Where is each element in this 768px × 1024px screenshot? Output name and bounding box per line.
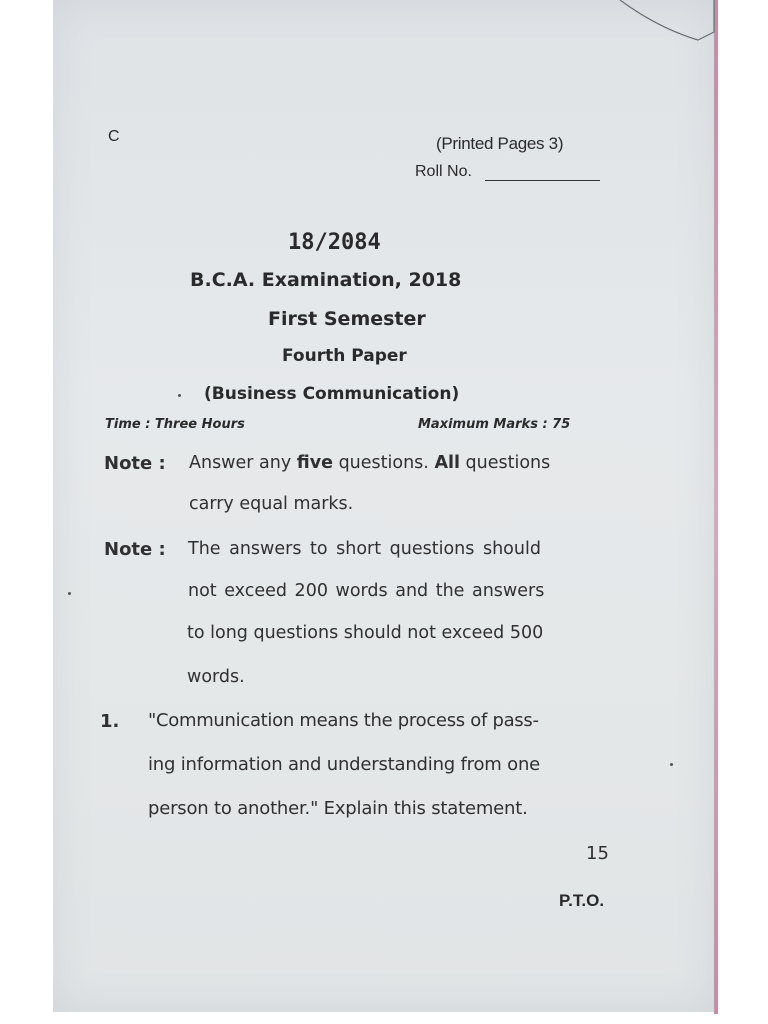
question-1-line-3: person to another." Explain this statement. xyxy=(148,798,528,819)
maximum-marks: Maximum Marks : 75 xyxy=(418,417,571,432)
question-1-line-2: ing information and understanding from one xyxy=(148,754,541,775)
time-allowed: Time : Three Hours xyxy=(105,417,245,432)
note-2-line-2: not exceed 200 words and the answers xyxy=(188,581,545,601)
question-1-marks: 15 xyxy=(586,843,609,864)
roll-no-line xyxy=(485,180,600,181)
paper-edge xyxy=(714,0,718,1014)
note-2-line-4: words. xyxy=(187,667,245,687)
note-1-text: questions xyxy=(459,453,551,473)
note-label: Note : xyxy=(104,539,166,560)
question-number: 1. xyxy=(100,711,120,732)
note-1-emphasis: All xyxy=(434,453,460,473)
printed-pages: (Printed Pages 3) xyxy=(436,134,564,153)
roll-no-label: Roll No. xyxy=(415,163,472,180)
exam-paper xyxy=(53,0,715,1012)
speck xyxy=(68,592,71,595)
code-letter: C xyxy=(108,128,120,145)
speck xyxy=(670,763,673,766)
subject: (Business Communication) xyxy=(204,384,460,404)
examination-title: B.C.A. Examination, 2018 xyxy=(190,269,462,291)
note-2-line-3: to long questions should not exceed 500 xyxy=(187,623,544,643)
speck xyxy=(178,394,181,397)
paper-name: Fourth Paper xyxy=(282,346,407,366)
pto-marker: P.T.O. xyxy=(559,891,605,910)
folded-corner-mark xyxy=(618,0,718,44)
note-1-text: questions. xyxy=(333,453,435,473)
note-1-text: Answer any xyxy=(189,453,297,473)
question-1-line-1: "Communication means the process of pass- xyxy=(148,710,539,731)
note-1-emphasis: five xyxy=(296,453,334,473)
semester: First Semester xyxy=(268,308,426,330)
note-2-line-1: The answers to short questions should xyxy=(188,539,541,559)
note-1-line-2: carry equal marks. xyxy=(189,494,354,514)
paper-code: 18/2084 xyxy=(288,230,381,255)
note-label: Note : xyxy=(104,453,166,474)
note-1-line-1 xyxy=(189,453,550,473)
